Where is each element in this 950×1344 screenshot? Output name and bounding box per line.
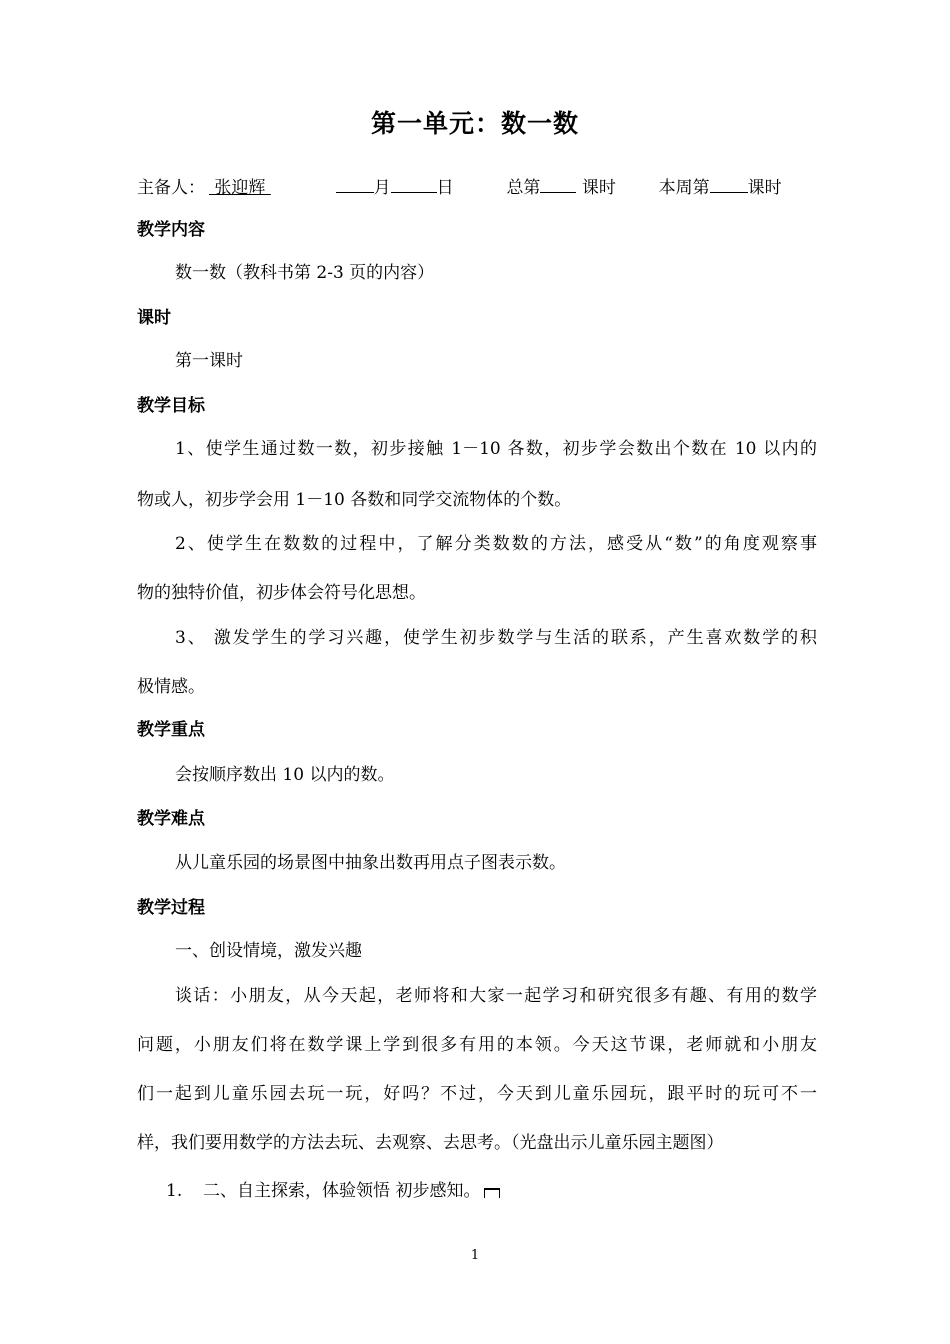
- page-title: 第一单元：数一数: [370, 109, 579, 138]
- talk-line-2: 问题，小朋友们将在数学课上学到很多有用的本领。今天这节课，老师就和小朋友: [137, 1035, 817, 1055]
- difficulty-heading: 教学难点: [137, 809, 205, 829]
- goal-3-line-1: 3、 激发学生的学习兴趣，使学生初步数学与生活的联系，产生喜欢数学的积: [175, 628, 817, 648]
- cursor-mark-icon: [484, 1188, 500, 1198]
- content-text: 数一数（教科书第 2-3 页的内容）: [175, 263, 435, 283]
- preparer-name: 张迎辉: [214, 178, 266, 198]
- goal-2-line-2: 物的独特价值，初步体会符号化思想。: [137, 583, 426, 603]
- period-text: 第一课时: [175, 351, 243, 371]
- month-label: 月: [373, 178, 391, 198]
- difficulty-text: 从儿童乐园的场景图中抽象出数再用点子图表示数。: [175, 853, 566, 873]
- goal-3-line-2: 极情感。: [137, 677, 205, 697]
- content-heading: 教学内容: [137, 220, 205, 240]
- total-suffix: 课时: [581, 178, 616, 198]
- goal-2-line-1: 2、使学生在数数的过程中，了解分类数数的方法，感受从“数”的角度观察事: [175, 534, 817, 554]
- page-number: 1: [470, 1248, 480, 1263]
- week-label: 本周第: [658, 178, 710, 198]
- key-heading: 教学重点: [137, 720, 205, 740]
- talk-line-3: 们一起到儿童乐园去玩一玩，好吗？不过，今天到儿童乐园玩，跟平时的玩可不一: [137, 1084, 817, 1104]
- goal-1-line-1: 1、使学生通过数一数，初步接触 1－10 各数，初步学会数出个数在 10 以内的: [175, 439, 817, 459]
- process-heading: 教学过程: [137, 898, 205, 918]
- week-blank: [710, 174, 748, 193]
- step-2-number: 1.: [166, 1181, 183, 1201]
- total-label: 总第: [506, 178, 541, 198]
- meta-row: [137, 174, 817, 199]
- week-suffix: 课时: [747, 178, 782, 198]
- goal-1-line-2: 物或人，初步学会用 1－10 各数和同学交流物体的个数。: [137, 490, 572, 510]
- step-2-text: 二、自主探索，体验领悟 初步感知。: [203, 1181, 481, 1201]
- step-1: 一、创设情境，激发兴趣: [175, 941, 362, 961]
- talk-line-1: 谈话：小朋友，从今天起，老师将和大家一起学习和研究很多有趣、有用的数学: [175, 986, 817, 1006]
- period-heading: 课时: [137, 308, 171, 328]
- goals-heading: 教学目标: [137, 396, 205, 416]
- total-blank: [540, 174, 576, 193]
- month-blank: [336, 174, 374, 193]
- step-2: [166, 1180, 846, 1202]
- key-text: 会按顺序数出 10 以内的数。: [175, 765, 395, 785]
- day-blank: [391, 174, 437, 193]
- preparer-label: 主备人：: [137, 178, 205, 198]
- day-label: 日: [436, 178, 454, 198]
- talk-line-4: 样，我们要用数学的方法去玩、去观察、去思考。（光盘出示儿童乐园主题图）: [137, 1133, 724, 1153]
